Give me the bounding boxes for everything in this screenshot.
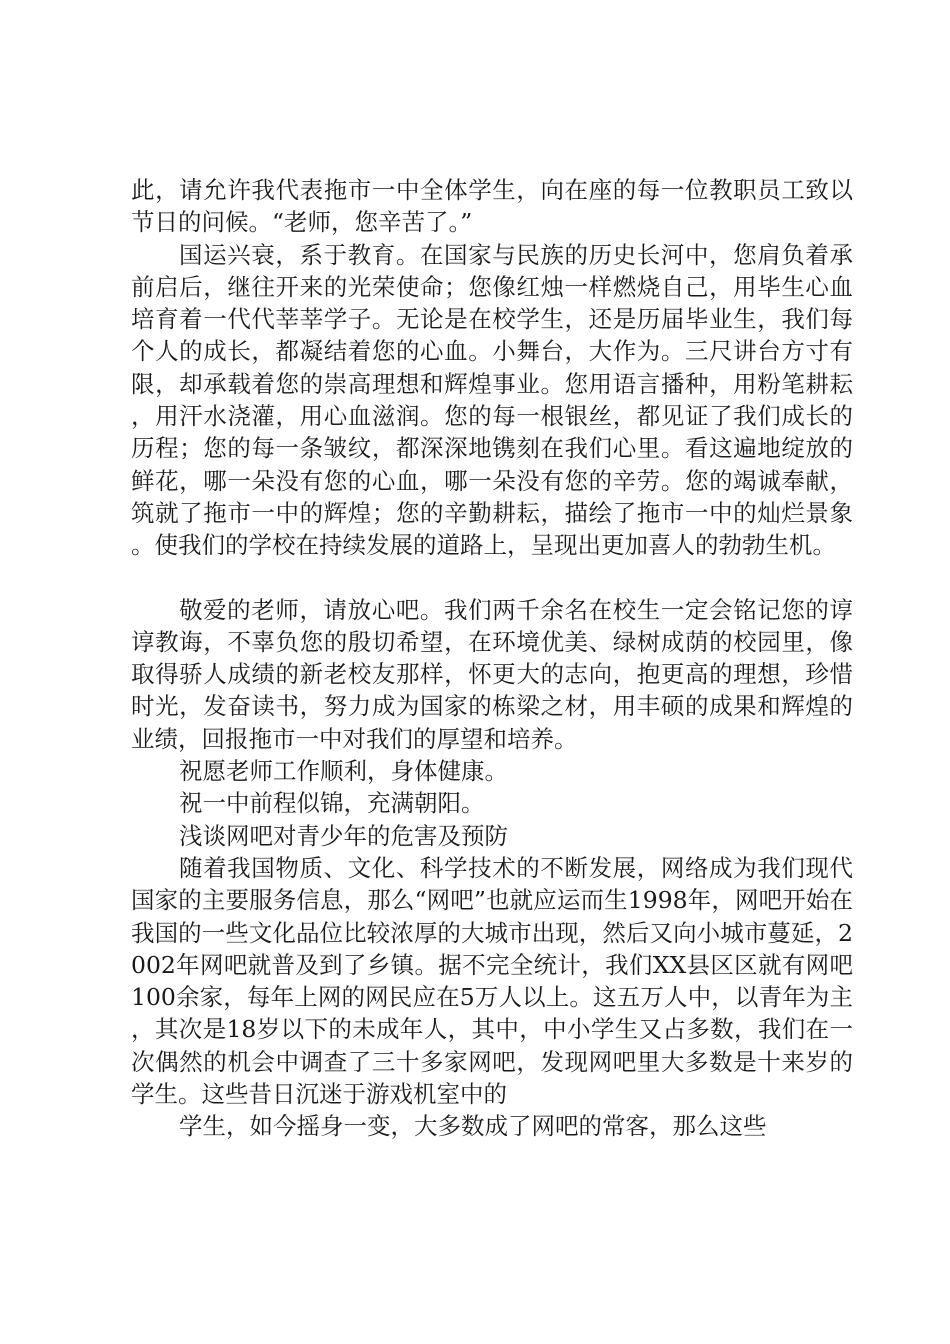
paragraph-greeting: 此，请允许我代表拖市一中全体学生，向在座的每一位教职员工致以节日的问候。“老师，您辛苦了。” (131, 176, 853, 237)
paragraph-internet-cafe: 随着我国物质、文化、科学技术的不断发展，网络成为我们现代国家的主要服务信息，那么“网吧”也就应运而生1998年，网吧开始在我国的一些文化品位比较浓厚的大城市出现，然后又向小城市蔓延，2002年网吧就普及到了乡镇。据不完全统计，我们XX县区区就有网吧100余家，每年上网的网民应在5万人以上。这五万人中，以青年为主，其次是18岁以下的未成年人，其中，中小学生又占多数，我们在一次偶然的机会中调查了三十多家网吧，发现网吧里大多数是十来岁的学生。这些昔日沉迷于游戏机室中的 (131, 853, 853, 1109)
paragraph-promise: 敬爱的老师，请放心吧。我们两千余名在校生一定会铭记您的谆谆教诲，不辜负您的殷切希望，在环境优美、绿树成荫的校园里，像取得骄人成绩的新老校友那样，怀更大的志向，抱更高的理想，珍惜时光，发奋读书，努力成为国家的栋梁之材，用丰硕的成果和辉煌的业绩，回报拖市一中对我们的厚望和培养。 (131, 595, 853, 753)
section-title: 浅谈网吧对青少年的危害及预防 (179, 821, 508, 850)
paragraph-education: 国运兴衰，系于教育。在国家与民族的历史长河中，您肩负着承前启后，继往开来的光荣使命；您像红烛一样燃烧自己，用毕生心血培育着一代代莘莘学子。无论是在校学生，还是历届毕业生，我们每个人的成长，都凝结着您的心血。小舞台，大作为。三尺讲台方寸有限，却承载着您的崇高理想和辉煌事业。您用语言播种，用粉笔耕耘，用汗水浇灌，用心血滋润。您的每一根银丝，都见证了我们成长的历程；您的每一条皱纹，都深深地镌刻在我们心里。看这遍地绽放的鲜花，哪一朵没有您的心血，哪一朵没有您的辛劳。您的竭诚奉献，筑就了拖市一中的辉煌；您的辛勤耕耘，描绘了拖市一中的灿烂景象。使我们的学校在持续发展的道路上，呈现出更加喜人的勃勃生机。 (131, 240, 853, 560)
paragraph-wish-teachers: 祝愿老师工作顺利，身体健康。 (179, 757, 508, 786)
paragraph-wish-school: 祝一中前程似锦，充满朝阳。 (179, 789, 485, 818)
document-body (131, 174, 853, 1143)
paragraph-students: 学生，如今摇身一变，大多数成了网吧的常客，那么这些 (179, 1112, 767, 1141)
